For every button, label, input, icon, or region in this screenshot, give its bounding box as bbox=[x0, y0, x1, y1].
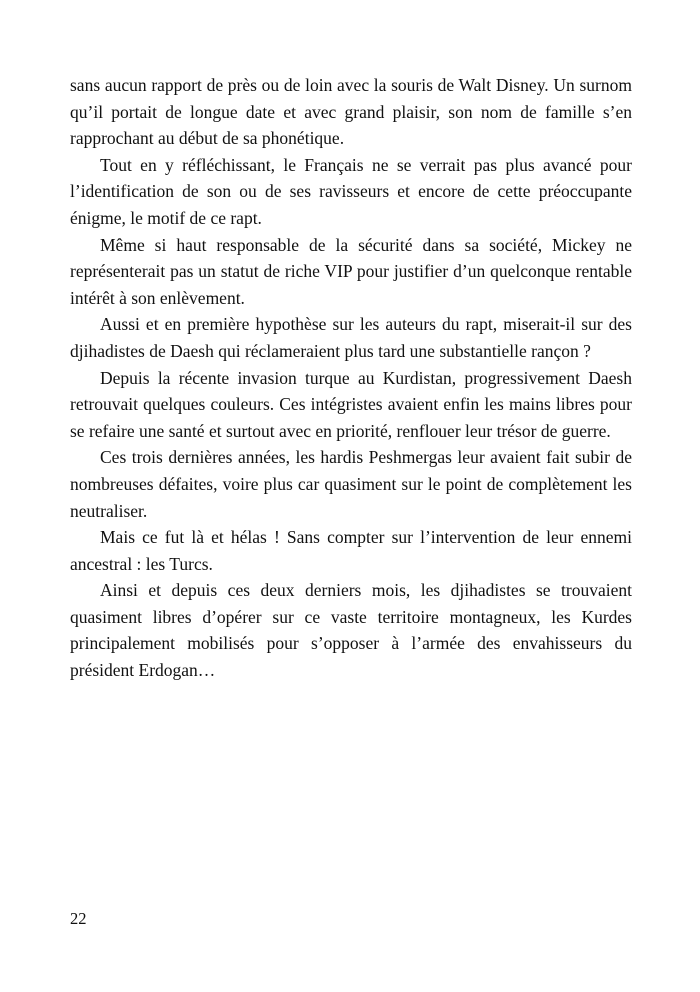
page-paragraph: Ces trois dernières années, les hardis Peshmergas leur avaient fait subir de nombreuses défaites, voire plus car quasiment sur le point de complètement les neutraliser. bbox=[70, 447, 632, 521]
page-paragraph: Depuis la récente invasion turque au Kurdistan, progressivement Daesh retrouvait quelques couleurs. Ces intégristes avaient enfin les mains libres pour se refaire une santé et surtout avec en priorité, renflouer leur trésor de guerre. bbox=[70, 367, 632, 441]
page-paragraph: Ainsi et depuis ces deux derniers mois, les djihadistes se trouvaient quasiment libres d’opérer sur ce vaste territoire montagneux, les Kurdes principalement mobilisés pour s’opposer à l’armée des envahisseurs du président Erdogan… bbox=[70, 580, 632, 681]
page-paragraph: Aussi et en première hypothèse sur les auteurs du rapt, miserait-il sur des djihadistes de Daesh qui réclameraient plus tard une substantielle rançon ? bbox=[70, 314, 632, 361]
page-paragraph: Même si haut responsable de la sécurité dans sa société, Mickey ne représenterait pas un statut de riche VIP pour justifier d’un quelconque rentable intérêt à son enlèvement. bbox=[70, 234, 632, 308]
page-text-block bbox=[70, 72, 632, 684]
page-paragraph: Tout en y réfléchissant, le Français ne se verrait pas plus avancé pour l’identification de son ou de ses ravisseurs et encore de cette préoccupante énigme, le motif de ce rapt. bbox=[70, 154, 632, 228]
page-paragraph: sans aucun rapport de près ou de loin avec la souris de Walt Disney. Un surnom qu’il portait de longue date et avec grand plaisir, son nom de famille s’en rapprochant au début de sa phonétique. bbox=[70, 75, 632, 149]
page-number: 22 bbox=[70, 909, 87, 928]
page-paragraph: Mais ce fut là et hélas ! Sans compter sur l’intervention de leur ennemi ancestral : les Turcs. bbox=[70, 527, 632, 574]
